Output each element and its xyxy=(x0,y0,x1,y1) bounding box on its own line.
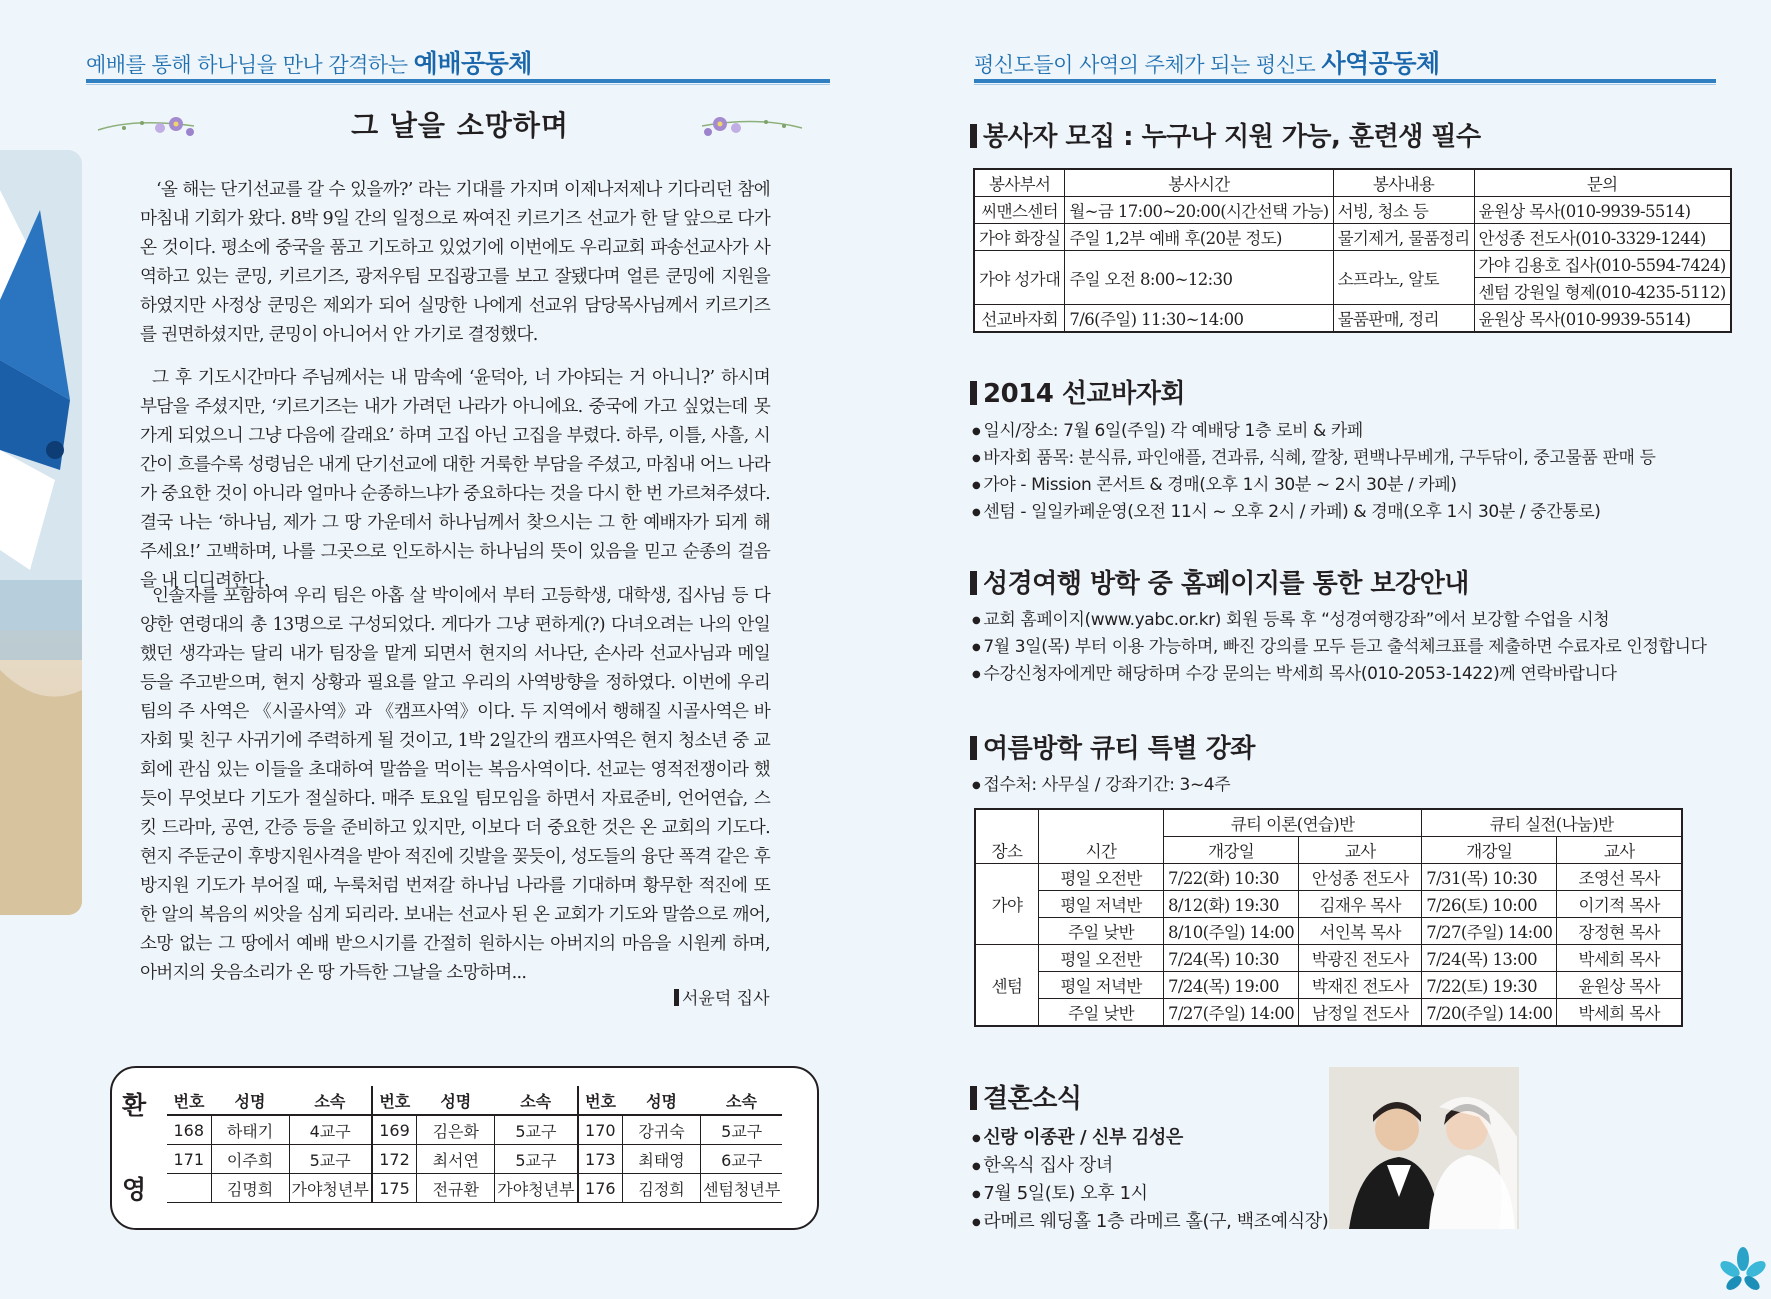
volunteer-task: 소프라노, 알토 xyxy=(1333,251,1474,305)
left-section-emph: 예배공동체 xyxy=(413,49,532,78)
qt-header-cell: 개강일 xyxy=(1164,837,1299,864)
qt-cell: 7/31(목) 10:30 xyxy=(1422,864,1557,891)
qt-empty xyxy=(1039,809,1164,837)
volunteer-dept: 선교바자회 xyxy=(974,305,1065,333)
right-section-prefix: 평신도들이 사역의 주체가 되는 평신도 xyxy=(974,53,1322,77)
welcome-cell: 강귀숙 xyxy=(623,1115,701,1145)
qt-cell: 8/12(화) 19:30 xyxy=(1164,891,1299,918)
volunteer-row xyxy=(974,305,1731,333)
qt-cell: 박광진 전도사 xyxy=(1299,945,1422,972)
qt-header-cell: 개강일 xyxy=(1422,837,1557,864)
welcome-cell: 최서연 xyxy=(417,1145,495,1174)
welcome-cell: 센텀청년부 xyxy=(701,1174,783,1203)
qt-cell: 평일 저녁반 xyxy=(1039,891,1164,918)
qt-group-header-row xyxy=(975,809,1682,837)
volunteer-header-row xyxy=(974,169,1731,197)
wedding-item: ● 라메르 웨딩홀 1층 라메르 홀(구, 백조예식장) xyxy=(972,1208,1328,1236)
qt-group-header: 큐티 이론(연습)반 xyxy=(1164,809,1422,837)
welcome-cell: 5교구 xyxy=(289,1145,372,1174)
welcome-cell: 169 xyxy=(372,1115,417,1145)
welcome-header-cell: 번호 xyxy=(167,1086,211,1115)
volunteer-contact: 가야 김용호 집사(010-5594-7424) xyxy=(1474,251,1731,278)
flower-decoration-right xyxy=(696,108,806,142)
qt-row xyxy=(975,972,1682,999)
welcome-cell: 김명희 xyxy=(211,1174,289,1203)
bazaar-list xyxy=(972,418,1656,526)
welcome-label-bottom: 영 xyxy=(122,1175,147,1204)
welcome-cell: 176 xyxy=(578,1174,623,1203)
bazaar-item: ● 가야 - Mission 콘서트 & 경매(오후 1시 30분 ~ 2시 30분 / 카페) xyxy=(972,472,1656,499)
article-paragraph-3: 인솔자를 포함하여 우리 팀은 아홉 살 박이에서 부터 고등학생, 대학생, 집사님 등 다양한 연령대의 총 13명으로 구성되었다. 게다가 그냥 편하게(?) 다녀오려는 나의 안일했던 생각과는 달리 내가 팀장을 맡게 되면서 현지의 서나단, 손사라 선교사님과 메일 등을 주고받으며, 현지 상황과 필요를 알고 우리의 사역방향을 정하였다. 이번에 우리 팀의 주 사역은 《시골사역》과 《캠프사역》이다. 두 지역에서 행해질 시골사역은 바자회 및 친구 사귀기에 주력하게 될 것이고, 1박 2일간의 캠프사역은 현지 청소년 중 교회에 관심 있는 이들을 초대하여 말씀을 먹이는 복음사역이다. 선교는 영적전쟁이라 했듯이 무엇보다 기도가 절실하다. 매주 토요일 팀모임을 하면서 자료준비, 언어연습, 스킷 드라마, 공연, 간증 등을 준비하고 있지만, 이보다 더 중요한 것은 온 교회의 기도다. 현지 주둔군이 후방지원사격을 받아 적진에 깃발을 꽂듯이, 성도들의 융단 폭격 같은 후방지원 기도가 부어질 때, 누룩처럼 번져갈 하나님 나라를 기대하며 황무한 적진에 또 한 알의 복음의 씨앗을 심게 되리라. 보내는 선교사 된 온 교회가 기도와 말씀으로 깨어, 소망 없는 그 땅에서 예배 받으시기를 간절히 원하시는 아버지의 마음을 시원케 하며, 아버지의 웃음소리가 온 땅 가득한 그날을 소망하며... xyxy=(140,586,770,983)
volunteer-contact: 안성종 전도사(010-3329-1244) xyxy=(1474,224,1731,251)
welcome-header-cell: 소속 xyxy=(289,1086,372,1115)
welcome-cell: 5교구 xyxy=(495,1115,578,1145)
welcome-table xyxy=(167,1086,782,1203)
qt-header-cell: 시간 xyxy=(1039,837,1164,864)
qt-cell: 박세희 목사 xyxy=(1557,999,1682,1027)
qt-empty xyxy=(975,809,1039,837)
volunteer-time: 주일 1,2부 예배 후(20분 정도) xyxy=(1065,224,1333,251)
header-rule xyxy=(86,79,830,83)
welcome-header-row xyxy=(167,1086,782,1115)
welcome-cell: 173 xyxy=(578,1145,623,1174)
qt-reception-text: ● 접수처: 사무실 / 강좌기간: 3~4주 xyxy=(972,772,1230,799)
header-rule xyxy=(974,79,1716,83)
volunteer-row xyxy=(974,197,1731,224)
qt-cell: 이기적 목사 xyxy=(1557,891,1682,918)
volunteer-task: 물기제거, 물품정리 xyxy=(1333,224,1474,251)
volunteer-dept: 가야 화장실 xyxy=(974,224,1065,251)
qt-cell: 7/27(주일) 14:00 xyxy=(1164,999,1299,1027)
qt-cell: 남정일 전도사 xyxy=(1299,999,1422,1027)
qt-row xyxy=(975,999,1682,1027)
qt-row xyxy=(975,891,1682,918)
volunteer-contact: 윤원상 목사(010-9939-5514) xyxy=(1474,197,1731,224)
volunteer-dept: 씨맨스센터 xyxy=(974,197,1065,224)
qt-cell: 평일 오전반 xyxy=(1039,945,1164,972)
qt-header-row xyxy=(975,837,1682,864)
qt-row xyxy=(975,864,1682,891)
welcome-label-top: 환 xyxy=(122,1091,147,1120)
volunteer-row xyxy=(974,251,1731,278)
qt-cell: 평일 오전반 xyxy=(1039,864,1164,891)
qt-cell: 장정현 목사 xyxy=(1557,918,1682,945)
welcome-cell: 가야청년부 xyxy=(495,1174,578,1203)
bazaar-item: ● 바자회 품목: 분식류, 파인애플, 견과류, 식혜, 깔창, 편백나무베개, 구두닦이, 중고물품 판매 등 xyxy=(972,445,1656,472)
welcome-header-cell: 성명 xyxy=(417,1086,495,1115)
volunteer-task: 물품판매, 정리 xyxy=(1333,305,1474,333)
bazaar-item: ● 일시/장소: 7월 6일(주일) 각 예배당 1층 로비 & 카페 xyxy=(972,418,1656,445)
qt-cell: 7/26(토) 10:00 xyxy=(1422,891,1557,918)
bazaar-item: ● 센텀 - 일일카페운영(오전 11시 ~ 오후 2시 / 카페) & 경매(오후 1시 30분 / 중간통로) xyxy=(972,499,1656,526)
wedding-list xyxy=(972,1124,1328,1236)
bible-trip-item: ● 7월 3일(목) 부터 이용 가능하며, 빠진 강의를 모두 듣고 출석체크표를 제출하면 수료자로 인정합니다 xyxy=(972,634,1707,661)
bazaar-heading-text: 2014 선교바자회 xyxy=(983,379,1185,409)
welcome-cell: 170 xyxy=(578,1115,623,1145)
qt-cell: 조영선 목사 xyxy=(1557,864,1682,891)
qt-cell: 7/22(토) 19:30 xyxy=(1422,972,1557,999)
volunteer-task: 서빙, 청소 등 xyxy=(1333,197,1474,224)
qt-header-cell: 장소 xyxy=(975,837,1039,864)
welcome-row xyxy=(167,1145,782,1174)
left-section-prefix: 예배를 통해 하나님을 만나 감격하는 xyxy=(86,53,414,77)
volunteer-time: 월~금 17:00~20:00(시간선택 가능) xyxy=(1065,197,1333,224)
qt-header-cell: 교사 xyxy=(1557,837,1682,864)
welcome-header-cell: 소속 xyxy=(495,1086,578,1115)
volunteer-header-cell: 봉사내용 xyxy=(1333,169,1474,197)
wedding-heading xyxy=(970,1078,1081,1115)
qt-cell: 박재진 전도사 xyxy=(1299,972,1422,999)
welcome-cell: 전규환 xyxy=(417,1174,495,1203)
qt-reception xyxy=(972,772,1230,799)
qt-location: 센텀 xyxy=(975,945,1039,1027)
welcome-row xyxy=(167,1115,782,1145)
welcome-cell: 김정희 xyxy=(623,1174,701,1203)
qt-cell: 7/20(주일) 14:00 xyxy=(1422,999,1557,1027)
qt-row xyxy=(975,918,1682,945)
bazaar-heading xyxy=(970,373,1185,410)
welcome-row xyxy=(167,1174,782,1203)
volunteer-time: 7/6(주일) 11:30~14:00 xyxy=(1065,305,1333,333)
bible-trip-item: ● 교회 홈페이지(www.yabc.or.kr) 회원 등록 후 “성경여행강좌”에서 보강할 수업을 시청 xyxy=(972,607,1707,634)
welcome-cell: 175 xyxy=(372,1174,417,1203)
qt-cell: 8/10(주일) 14:00 xyxy=(1164,918,1299,945)
welcome-cell: 최태영 xyxy=(623,1145,701,1174)
header-rule-thin xyxy=(974,84,1716,85)
qt-header-cell: 교사 xyxy=(1299,837,1422,864)
wedding-item: ● 한옥식 집사 장녀 xyxy=(972,1152,1328,1180)
volunteer-table xyxy=(973,168,1732,333)
volunteer-time: 주일 오전 8:00~12:30 xyxy=(1065,251,1333,305)
welcome-cell: 4교구 xyxy=(289,1115,372,1145)
qt-cell: 평일 저녁반 xyxy=(1039,972,1164,999)
bible-trip-heading xyxy=(970,563,1469,600)
qt-cell: 서인복 목사 xyxy=(1299,918,1422,945)
qt-cell: 윤원상 목사 xyxy=(1557,972,1682,999)
header-rule-thin xyxy=(86,84,830,85)
volunteer-contact: 센텀 강원일 형제(010-4235-5112) xyxy=(1474,278,1731,305)
bible-trip-list xyxy=(972,607,1707,688)
article-paragraph-1: ‘올 해는 단기선교를 갈 수 있을까?’ 라는 기대를 가지며 이제나저제나 기다리던 참에 마침내 기회가 왔다. 8박 9일 간의 일정으로 짜여진 키르기즈 선교가 한 달 앞으로 다가온 것이다. 평소에 중국을 품고 기도하고 있었기에 이번에도 우리교회 파송선교사가 사역하고 있는 쿤밍, 키르기즈, 광저우팀 모집광고를 보고 잘됐다며 얼른 쿤밍에 지원을 하였지만 사정상 쿤밍은 제외가 되어 실망한 나에게 선교위 담당목사님께서 키르기즈를 권면하셨지만, 쿤밍이 아니어서 안 가기로 결정했다. xyxy=(140,180,770,345)
welcome-header-cell: 번호 xyxy=(372,1086,417,1115)
qt-cell: 김재우 목사 xyxy=(1299,891,1422,918)
welcome-header-cell: 번호 xyxy=(578,1086,623,1115)
right-section-emph: 사역공동체 xyxy=(1321,49,1440,78)
qt-cell: 7/22(화) 10:30 xyxy=(1164,864,1299,891)
volunteer-row xyxy=(974,224,1731,251)
qt-table xyxy=(974,808,1683,1027)
volunteer-contact: 윤원상 목사(010-9939-5514) xyxy=(1474,305,1731,333)
qt-group-header: 큐티 실전(나눔)반 xyxy=(1422,809,1682,837)
qt-location: 가야 xyxy=(975,864,1039,945)
welcome-cell: 172 xyxy=(372,1145,417,1174)
left-section-header xyxy=(86,44,830,88)
volunteer-heading xyxy=(970,116,1481,153)
welcome-cell: 6교구 xyxy=(701,1145,783,1174)
welcome-box xyxy=(110,1066,819,1230)
qt-cell: 7/24(목) 10:30 xyxy=(1164,945,1299,972)
volunteer-dept: 가야 성가대 xyxy=(974,251,1065,305)
qt-cell: 7/24(목) 13:00 xyxy=(1422,945,1557,972)
article-title: 그 날을 소망하며 xyxy=(351,109,569,142)
welcome-cell: 가야청년부 xyxy=(289,1174,372,1203)
qt-cell: 7/27(주일) 14:00 xyxy=(1422,918,1557,945)
wedding-heading-text: 결혼소식 xyxy=(983,1084,1082,1114)
bible-trip-item: ● 수강신청자에게만 해당하며 수강 문의는 박세희 목사(010-2053-1422)께 연락바랍니다 xyxy=(972,661,1707,688)
right-section-header xyxy=(974,44,1716,88)
wedding-item: ● 7월 5일(토) 오후 1시 xyxy=(972,1180,1328,1208)
qt-heading xyxy=(970,728,1255,765)
welcome-cell: 하태기 xyxy=(211,1115,289,1145)
welcome-header-cell: 소속 xyxy=(701,1086,783,1115)
welcome-cell: 이주희 xyxy=(211,1145,289,1174)
welcome-cell: 5교구 xyxy=(495,1145,578,1174)
wedding-couple: ● 신랑 이종관 / 신부 김성은 xyxy=(972,1124,1328,1152)
welcome-header-cell: 성명 xyxy=(623,1086,701,1115)
qt-cell: 안성종 전도사 xyxy=(1299,864,1422,891)
volunteer-header-cell: 봉사시간 xyxy=(1065,169,1333,197)
welcome-cell: 171 xyxy=(167,1145,211,1174)
volunteer-header-cell: 봉사부서 xyxy=(974,169,1065,197)
flower-logo-icon xyxy=(1718,1245,1768,1295)
volunteer-header-cell: 문의 xyxy=(1474,169,1731,197)
wedding-photo xyxy=(1329,1067,1519,1229)
qt-row xyxy=(975,945,1682,972)
signature-text: 서윤덕 집사 xyxy=(682,989,770,1009)
welcome-cell: 김은화 xyxy=(417,1115,495,1145)
article-paragraph-2: 그 후 기도시간마다 주님께서는 내 맘속에 ‘윤덕아, 너 가야되는 거 아니니?’ 하시며 부담을 주셨지만, ‘키르기즈는 내가 가려던 나라가 아니에요. 중국에 가고 싶었는데 못 가게 되었으니 그냥 다음에 갈래요’ 하며 고집 아닌 고집을 부렸다. 하루, 이틀, 사흘, 시간이 흐를수록 성령님은 내게 단기선교에 대한 거룩한 부담을 주셨고, 마침내 어느 나라가 중요한 것이 아니라 얼마나 순종하느냐가 중요하다는 것을 다시 한 번 가르쳐주셨다. 결국 나는 ‘하나님, 제가 그 땅 가운데서 하나님께서 찾으시는 그 한 예배자가 되게 해 주세요!’ 고백하며, 나를 그곳으로 인도하시는 하나님의 뜻이 있음을 믿고 순종의 걸음을 내 디디려한다. xyxy=(140,368,770,591)
welcome-header-cell: 성명 xyxy=(211,1086,289,1115)
volunteer-heading-text: 봉사자 모집 : 누구나 지원 가능, 훈련생 필수 xyxy=(983,122,1481,152)
qt-cell: 주일 낮반 xyxy=(1039,918,1164,945)
welcome-cell: 5교구 xyxy=(701,1115,783,1145)
qt-heading-text: 여름방학 큐티 특별 강좌 xyxy=(983,734,1255,764)
qt-cell: 주일 낮반 xyxy=(1039,999,1164,1027)
welcome-cell: 168 xyxy=(167,1115,211,1145)
qt-cell: 7/24(목) 19:00 xyxy=(1164,972,1299,999)
pinwheel-photo xyxy=(0,150,82,915)
flower-decoration-left xyxy=(94,108,204,142)
welcome-cell xyxy=(167,1174,211,1203)
article-signature xyxy=(674,984,770,1009)
bible-trip-heading-text: 성경여행 방학 중 홈페이지를 통한 보강안내 xyxy=(983,569,1469,599)
qt-cell: 박세희 목사 xyxy=(1557,945,1682,972)
